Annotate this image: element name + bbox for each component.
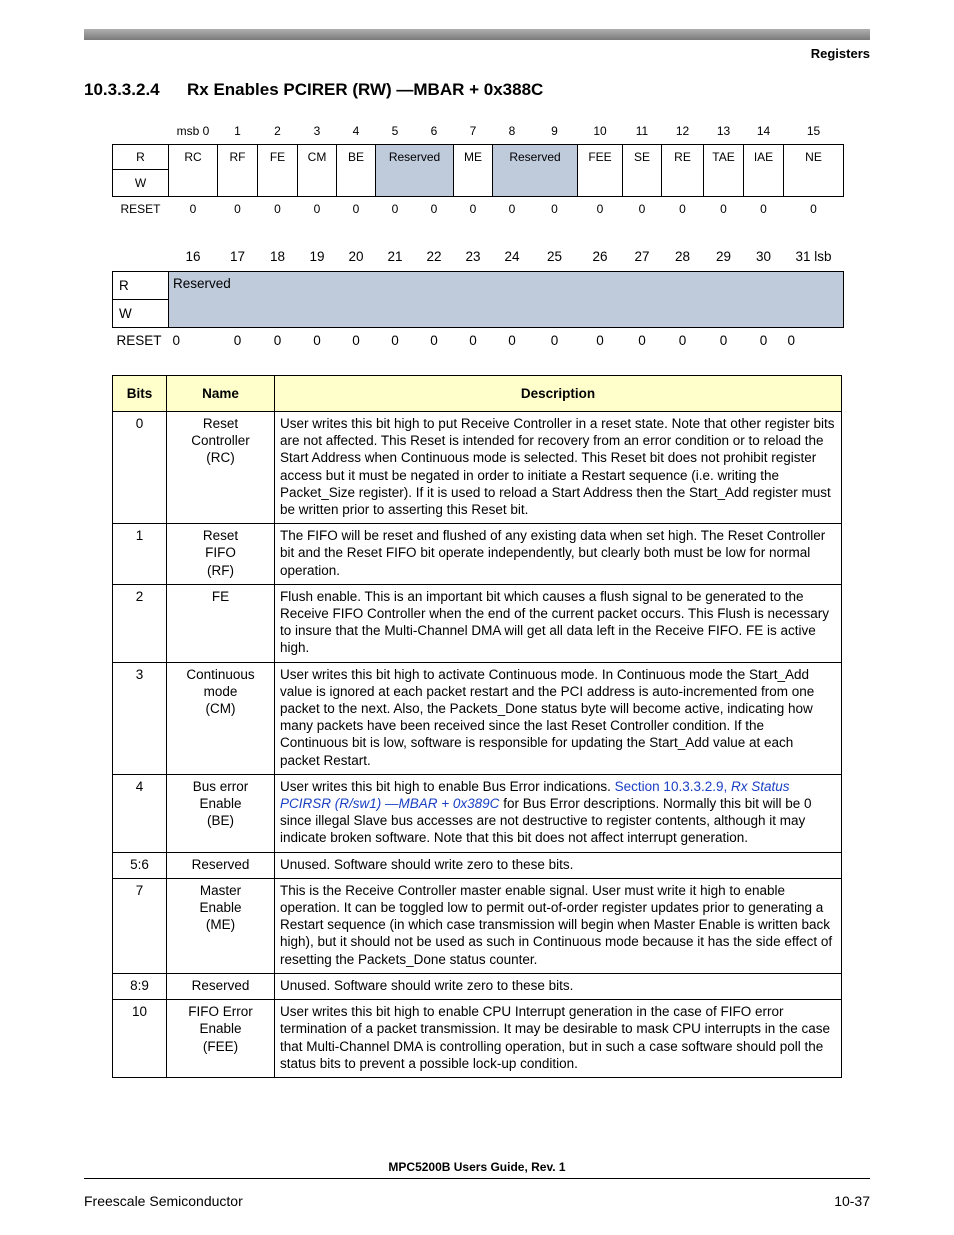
name-line: FIFO <box>205 545 236 561</box>
reset-value: 0 <box>189 201 197 216</box>
name-line: (ME) <box>205 917 236 933</box>
column-header-name: Name <box>167 376 275 412</box>
name-line: Continuous <box>186 666 255 682</box>
footer-page-number: 10-37 <box>834 1193 870 1209</box>
reset-value: 0 <box>508 201 516 216</box>
section-title: Rx Enables PCIRER (RW) —MBAR + 0x388C <box>187 80 544 99</box>
bit-number: 3 <box>313 124 321 139</box>
section-number: 10.3.3.2.4 <box>84 80 160 99</box>
reset-value: 0 <box>638 201 646 216</box>
bit-number: 23 <box>465 249 481 265</box>
reset-value: 0 <box>638 332 646 348</box>
name-line: (RF) <box>207 562 234 578</box>
bits-cell: 4 <box>113 774 167 852</box>
name-line: Enable <box>199 1021 242 1037</box>
bit-number: 10 <box>593 124 607 139</box>
bit-number: 8 <box>508 124 516 139</box>
bits-cell: 5:6 <box>113 852 167 878</box>
bit-number: 17 <box>229 249 246 265</box>
description-text: for Bus Error descriptions. Normally this bit will be 0 since illegal Slave bus accesses are not destructive to register contents, although it may indicate broken software. Note that this bit does not affect interrupt generation. <box>280 796 812 846</box>
field-fee: FEE <box>578 144 623 196</box>
bit-number: 7 <box>469 124 477 139</box>
field-reserved-16-31: Reserved <box>169 271 844 327</box>
description-cell: User writes this bit high to put Receive Controller in a reset state. Note that other register bits are not affected. This Reset is intended for recovery from an error condition or to reload the Start Address when Continuous mode is selected. This Reset bit does not prohibit register access but it must be negated in order to initiate a Restart sequence (i.e. writing the Packet_Size register). If it is used to reload a Start Address then the Start_Add register must be written prior to asserting this Reset bit. <box>275 412 842 524</box>
header-section-label: Registers <box>810 46 870 61</box>
name-line: (BE) <box>207 813 234 829</box>
field-be: BE <box>337 144 376 196</box>
field-me: ME <box>454 144 493 196</box>
register-upper <box>112 119 844 221</box>
name-line: Reset <box>202 528 239 544</box>
bit-number: 18 <box>269 249 286 265</box>
bits-cell: 2 <box>113 584 167 662</box>
name-cell <box>167 584 275 662</box>
field-rf: RF <box>218 144 258 196</box>
name-line: Master <box>199 882 242 898</box>
table-row <box>113 412 842 524</box>
bit-number: msb 0 <box>176 124 210 139</box>
name-line: FE <box>211 588 230 604</box>
field-reserved-8-9: Reserved <box>493 144 578 196</box>
reset-value: 0 <box>720 201 727 216</box>
bit-number: 16 <box>185 249 201 265</box>
field-se: SE <box>623 144 662 196</box>
reset-value: 0 <box>313 332 321 348</box>
reset-value: 0 <box>469 332 477 348</box>
reset-value: 0 <box>352 332 360 348</box>
description-cell: Unused. Software should write zero to these bits. <box>275 973 842 999</box>
bit-number: 2 <box>274 124 281 139</box>
table-row <box>113 584 842 662</box>
field-cm: CM <box>298 144 337 196</box>
row-label-r: R <box>113 144 169 169</box>
row-label-w: W <box>113 299 169 327</box>
reset-value: 0 <box>596 332 604 348</box>
reset-value: 0 <box>550 332 559 348</box>
table-row <box>113 852 842 878</box>
section-link-number[interactable]: Section 10.3.3.2.9, <box>614 778 731 794</box>
table-header-row <box>113 376 842 412</box>
name-cell <box>167 662 275 774</box>
reset-value: 0 <box>430 201 438 216</box>
table-row <box>113 878 842 973</box>
section-link-title[interactable]: Rx Status PCIRSR (R/sw1) —MBAR + 0x389C <box>280 778 790 812</box>
bit-number: 4 <box>352 124 360 139</box>
bit-number: 21 <box>387 249 403 265</box>
description-cell: User writes this bit high to enable CPU Interrupt generation in the case of FIFO error termination of a packet transmission. It may be desirable to mask CPU interrupts in the case that Multi-Channel DMA is controlling operation, but in such a case software should poll the status bits to prevent a possible lock-up condition. <box>275 1000 842 1078</box>
footer-divider <box>84 1178 870 1179</box>
header-bar <box>84 29 870 40</box>
reset-value: 0 <box>760 201 767 216</box>
name-line: (RC) <box>206 450 235 466</box>
bit-number: 9 <box>551 124 558 139</box>
bit-number: 29 <box>715 249 732 265</box>
field-ne: NE <box>784 144 844 196</box>
reset-value: 0 <box>469 201 477 216</box>
bit-number: 26 <box>592 249 608 265</box>
name-line: Reset <box>202 416 239 431</box>
reset-value: 0 <box>172 332 181 348</box>
footer-doc-title: MPC5200B Users Guide, Rev. 1 <box>388 1160 566 1174</box>
name-line: Reserved <box>191 977 250 993</box>
reset-value: 0 <box>551 201 558 216</box>
reset-value: 0 <box>430 332 438 348</box>
bit-number: 22 <box>426 249 442 265</box>
reset-value: 0 <box>391 332 399 348</box>
reset-value: 0 <box>719 332 728 348</box>
reset-value: 0 <box>234 201 241 216</box>
table-row <box>113 1000 842 1078</box>
register-lower <box>112 243 844 353</box>
reset-value: 0 <box>273 332 282 348</box>
reset-value: 0 <box>313 201 321 216</box>
name-line: Bus error <box>192 778 249 794</box>
field-iae: IAE <box>744 144 784 196</box>
name-cell <box>167 1000 275 1078</box>
name-line: (CM) <box>205 701 236 717</box>
name-line: FIFO Error <box>188 1004 253 1020</box>
row-label-reset: RESET <box>116 332 162 348</box>
reset-value: 0 <box>759 332 768 348</box>
bit-number: 5 <box>391 124 399 139</box>
name-line: (FEE) <box>202 1038 239 1054</box>
reset-value: 0 <box>508 332 516 348</box>
name-line: Enable <box>199 900 242 916</box>
name-cell <box>167 774 275 852</box>
bit-number: 31 lsb <box>795 249 832 265</box>
field-fe: FE <box>258 144 298 196</box>
reset-row <box>113 196 844 221</box>
bits-cell: 7 <box>113 878 167 973</box>
bit-number: 19 <box>309 249 325 265</box>
name-line: mode <box>203 683 238 699</box>
bit-number: 28 <box>674 249 691 265</box>
reset-value: 0 <box>787 332 796 348</box>
reset-value: 0 <box>596 201 604 216</box>
bits-cell: 0 <box>113 412 167 524</box>
section-heading <box>84 80 543 100</box>
description-cell: Flush enable. This is an important bit which causes a flush signal to be generated to the Receive FIFO Controller when the end of the current packet occurs. This Flush is necessary to insure that the Multi-Channel DMA will get all data left in the Receive FIFO. FE is active high. <box>275 584 842 662</box>
bit-number: 30 <box>755 249 772 265</box>
field-re: RE <box>662 144 704 196</box>
description-text: User writes this bit high to enable Bus Error indications. <box>280 778 615 794</box>
table-row <box>113 973 842 999</box>
description-cell: User writes this bit high to activate Continuous mode. In Continuous mode the Start_Add value is ignored at each packet restart and the PCI address is auto-incremented from one packet to the next. Also, the Packets_Done status byte will become active, indicating how many packets have been received since the last Reset Controller condition. If the Continuous bit is low, software is responsible for updating the Start_Add value at each packet Restart. <box>275 662 842 774</box>
bit-number: 6 <box>430 124 438 139</box>
bit-number: 25 <box>546 249 563 265</box>
row-label-r: R <box>113 271 169 299</box>
name-cell <box>167 852 275 878</box>
table-row <box>113 662 842 774</box>
reset-value: 0 <box>810 201 817 216</box>
row-label-w: W <box>113 169 169 196</box>
name-cell <box>167 412 275 524</box>
description-cell: The FIFO will be reset and flushed of any existing data when set high. The Reset Controller bit and the Reset FIFO bit operate independently, but clearly both must be low for normal operation. <box>275 524 842 585</box>
bit-number-row <box>113 243 844 271</box>
reset-value: 0 <box>352 201 360 216</box>
bit-number: 13 <box>716 124 731 139</box>
name-cell <box>167 973 275 999</box>
reset-value: 0 <box>391 201 399 216</box>
name-line: Controller <box>191 433 250 449</box>
column-header-description: Description <box>275 376 842 412</box>
reset-value: 0 <box>274 201 281 216</box>
bits-cell: 1 <box>113 524 167 585</box>
bit-number: 12 <box>675 124 690 139</box>
bit-number: 11 <box>635 124 649 139</box>
field-tae: TAE <box>704 144 744 196</box>
column-header-bits: Bits <box>113 376 167 412</box>
field-rc: RC <box>169 144 218 196</box>
name-line: Reserved <box>191 856 250 872</box>
name-line: Enable <box>199 796 242 812</box>
bit-number: 14 <box>756 124 771 139</box>
bit-number: 20 <box>348 249 364 265</box>
footer-company: Freescale Semiconductor <box>84 1193 243 1209</box>
reset-value: 0 <box>233 332 242 348</box>
bit-number: 27 <box>634 249 650 265</box>
bits-cell: 10 <box>113 1000 167 1078</box>
bit-number: 15 <box>806 124 821 139</box>
bit-number-row <box>113 119 844 144</box>
description-cell: Unused. Software should write zero to these bits. <box>275 852 842 878</box>
reset-value: 0 <box>679 201 686 216</box>
name-cell <box>167 524 275 585</box>
field-reserved-5-6: Reserved <box>376 144 454 196</box>
bit-description-table <box>112 375 842 1078</box>
reset-value: 0 <box>678 332 687 348</box>
bits-cell: 8:9 <box>113 973 167 999</box>
bit-number: 24 <box>504 249 520 265</box>
name-cell <box>167 878 275 973</box>
row-label-reset: RESET <box>120 201 161 216</box>
description-cell <box>275 774 842 852</box>
bit-number: 1 <box>234 124 241 139</box>
description-cell: This is the Receive Controller master enable signal. User must write it high to enable operation. It can be toggled low to permit out-of-order register updates prior to generating a Restart sequence (in which case transmission will begin when Master Enable is written back high), but it should not be used as such in Continuous mode because it has the side effect of resetting the Packets_Done status counter. <box>275 878 842 973</box>
reset-row <box>113 327 844 353</box>
table-row <box>113 774 842 852</box>
table-row <box>113 524 842 585</box>
bits-cell: 3 <box>113 662 167 774</box>
